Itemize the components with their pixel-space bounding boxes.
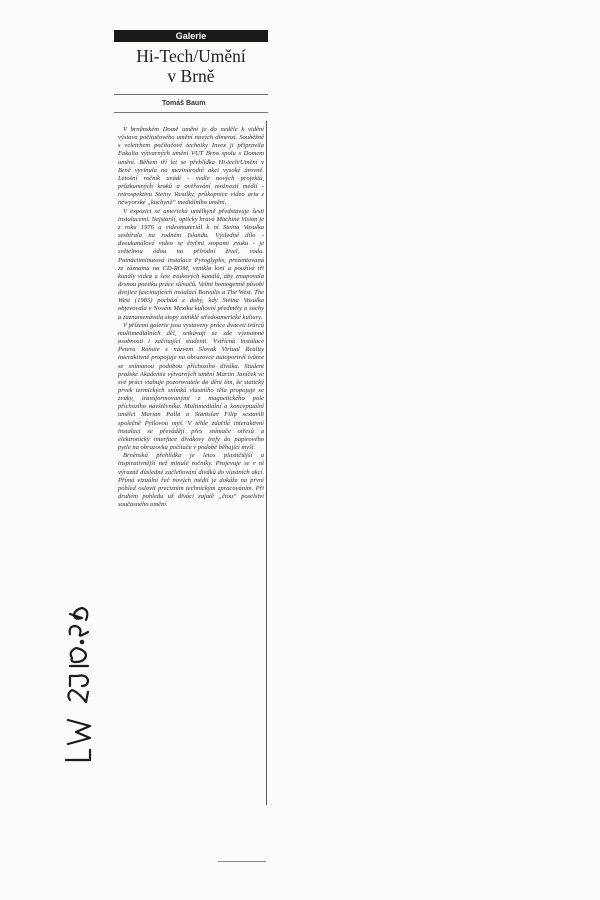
title-line-1: Hi-Tech/Umění	[136, 46, 246, 66]
article-body	[118, 126, 264, 509]
column-rule	[266, 121, 267, 805]
divider-byline	[114, 112, 268, 113]
section-label: Galerie	[114, 30, 268, 42]
author-byline: Tomáš Baum	[162, 100, 206, 107]
paragraph: V brněnském Domě umění je do neděle k vidění výstava počítačového umění nových dimenzí. Souběžně s veletrhem počítačové techniky Invex ji připravila Fakulta výtvarných umění VUT Brno spolu s Domem umění. Během tří let se přehlídka Hi-tech/Umění v Brně vyvinula na mezinárodní akci vysoké úrovně. Letošní ročník uvádí - vedle nových projektů, průzkumných kroků a ověřování možností médií - retrospektivu Steiny Vasulky, průkopnice video artu z newyorské „kuchyně“ mediálního umění.	[118, 126, 264, 207]
article-title	[114, 46, 268, 86]
divider-top	[114, 94, 268, 95]
paragraph: V expozici se americká umělkyně představuje šesti instalacemi. Nejstarší, opticky hravá Machine Vision je z roku 1976 a videomateriál k ní Steina Vasulka sesbírala na rodném Islandu. Výsledné dílo - dvoukanálové video se čtyřmi stopami zvuku - je světelnou ódou na přírodní živel, vodu. Patnáctiminutová instalace Pyroglyphs, prezentovaná ze záznamu na CD-ROM, vznikla loni a používá tři kanály videa a šest zvukových kanálů, aby zmapovala drsnou poetiku práce slévačů. Velmi homogenně působí dvojice fascinujících instalací Borealis a The West. The West (1983) pochází z doby, kdy Steina Vasulka objevovala v Novém Mexiku kultovní předměty a sochy a zaznamenávala stopy zaniklé středoamerické kultury.	[118, 207, 264, 321]
title-line-2: v Brně	[167, 66, 215, 86]
newspaper-clipping	[114, 30, 268, 868]
handwritten-date-note	[56, 588, 112, 764]
paragraph: V přízemí galerie jsou vystaveny práce dvaceti tvůrců multimediálních děl, setkávají se zde významné osobnosti i začínající studenti. Vstřícná instalace Petera Rónaie s názvem Slovak Virtual Reality interaktivně propojuje na obrazovce autoportrét tvůrce se snímanou podobou příchozího diváka. Student pražské Akademie výtvarných umění Martin Janíček ve své práci vtahuje pozorovatele do dění tím, že statický prvek termických snímků vlastního těla propojuje se zvuky, transformovanými z magnetického pole příchozího návštěvníka. Multimediální a konceptuální umělci Marian Palla a Stanislav Filip sestavili společně Pytlovou myš. V téhle zdařilé interaktivní instalaci se převádějí přes snímače otřesů a elektronický interface divákovy trefy do papírového pytle na obrazovku počítače v podobě běhající myši.	[118, 321, 264, 452]
paragraph: Brněnská přehlídka je letos plastičtější a inspirativnější než minulé ročníky. Projevuje se v ní výrazně důsledné začleňování diváků do vlastních akcí. Přímá vizuální řeč nových médií je dokáže na první pohled oslovit precizním technickým zpracováním. Při druhém pohledu už diváci zajatě „čtou“ poselství současného umění.	[118, 452, 264, 509]
end-rule	[218, 861, 266, 862]
